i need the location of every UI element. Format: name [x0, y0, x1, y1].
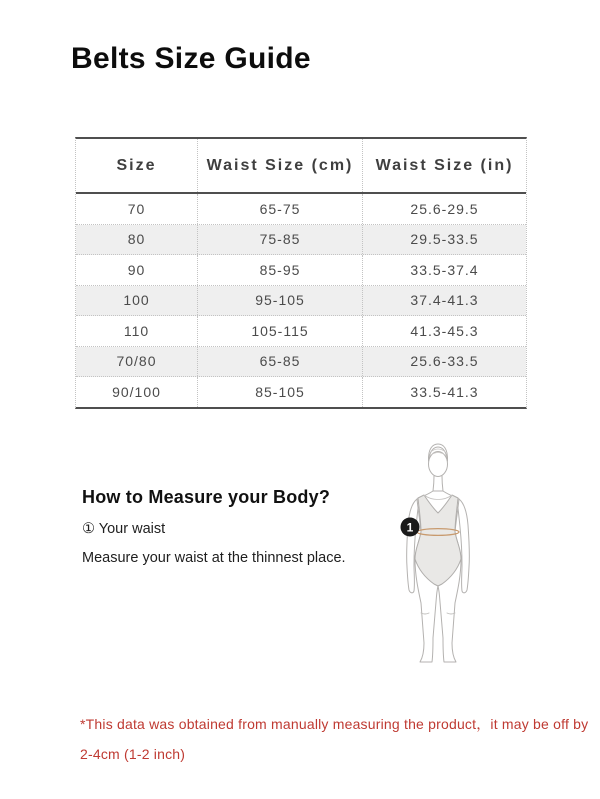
waist-in-value: 41.3-45.3 — [410, 322, 479, 339]
column-header-waist-cm: Waist Size (cm) — [198, 139, 363, 192]
waist-in-value: 25.6-29.5 — [410, 200, 479, 217]
body-figure-svg — [388, 437, 488, 670]
disclaimer-line-2: 2-4cm (1-2 inch) — [80, 746, 186, 762]
table-row — [76, 316, 526, 347]
size-value: 110 — [76, 316, 198, 346]
waist-cm-value: 75-85 — [198, 225, 363, 255]
waist-cm-value: 105-115 — [198, 316, 363, 346]
table-row — [76, 347, 526, 378]
size-value: 90/100 — [76, 377, 198, 407]
page-title: Belts Size Guide — [71, 42, 311, 75]
step-1-badge — [401, 518, 420, 537]
step-1-badge-number: 1 — [406, 520, 414, 535]
measure-step-1-label: ① Your waist — [82, 521, 166, 537]
measure-section-heading: How to Measure your Body? — [82, 487, 331, 507]
table-row — [76, 225, 526, 256]
figure-neck — [433, 476, 443, 491]
waist-in-value: 29.5-33.5 — [410, 231, 479, 248]
size-value: 70 — [76, 194, 198, 224]
waist-cm-value: 95-105 — [198, 286, 363, 316]
measure-step-1-description: Measure your waist at the thinnest place. — [82, 550, 346, 566]
table-row — [76, 194, 526, 225]
figure-head — [429, 452, 448, 477]
size-value: 100 — [76, 286, 198, 316]
waist-cm-value: 65-85 — [198, 347, 363, 377]
table-row — [76, 377, 526, 407]
size-value: 90 — [76, 255, 198, 285]
waist-in-value: 33.5-41.3 — [410, 383, 479, 400]
size-table-body — [76, 194, 526, 407]
size-value: 80 — [76, 225, 198, 255]
waist-cm-value: 85-105 — [198, 377, 363, 407]
waist-in-value: 37.4-41.3 — [410, 292, 479, 309]
waist-in-value: 25.6-33.5 — [410, 353, 479, 370]
waist-in-value: 33.5-37.4 — [410, 261, 479, 278]
body-figure-illustration — [388, 437, 488, 670]
table-row — [76, 255, 526, 286]
size-table-header-row — [76, 139, 526, 194]
column-header-size: Size — [76, 139, 198, 192]
waist-cm-value: 65-75 — [198, 194, 363, 224]
waist-cm-value: 85-95 — [198, 255, 363, 285]
size-table — [75, 137, 527, 409]
size-value: 70/80 — [76, 347, 198, 377]
disclaimer-text — [80, 709, 588, 769]
disclaimer-line-1: *This data was obtained from manually measuring the product，it may be off by — [80, 716, 589, 732]
table-row — [76, 286, 526, 317]
column-header-waist-in: Waist Size (in) — [375, 156, 514, 174]
